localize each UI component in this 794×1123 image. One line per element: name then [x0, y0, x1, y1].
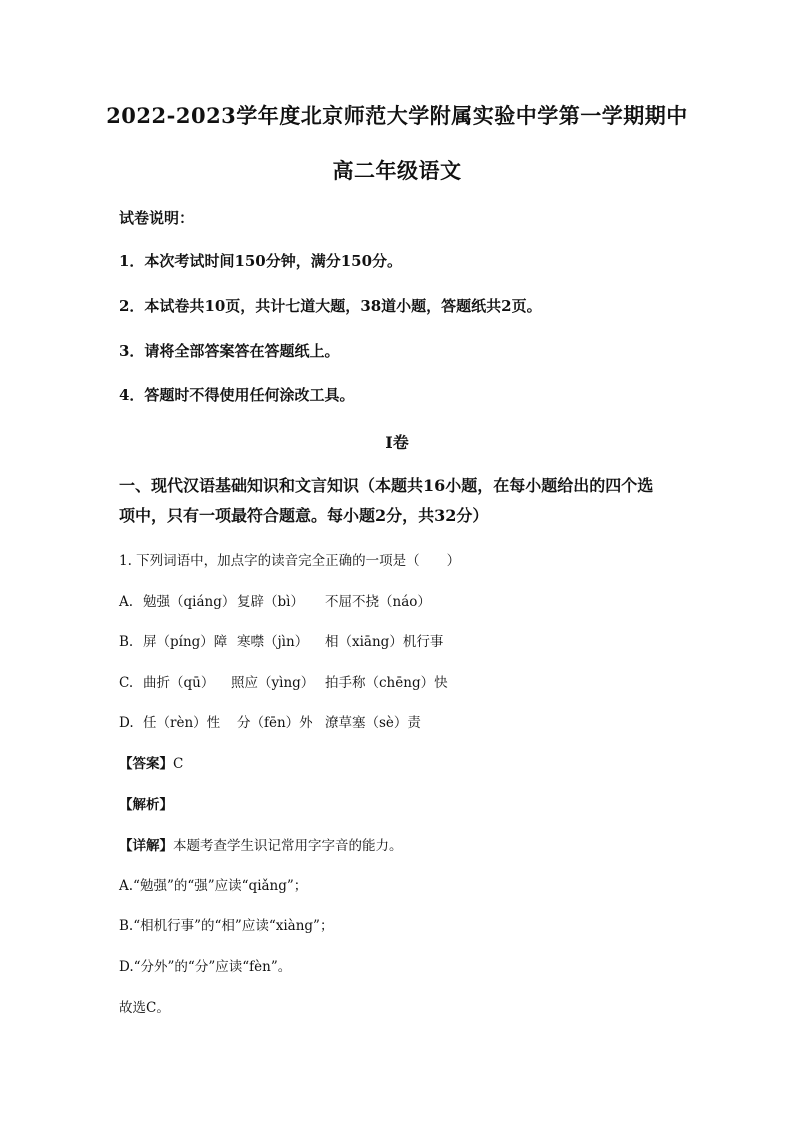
answer-tag: 【答案】	[119, 756, 173, 772]
option-part: 分（fēn）外	[237, 715, 313, 731]
option-part: 寒噤（jìn）	[237, 634, 309, 650]
question1-detail	[119, 834, 403, 854]
question1-answer	[119, 752, 183, 772]
question1-option-d	[119, 711, 421, 731]
question1-option-a	[119, 590, 431, 610]
instruction-item-3: 3．请将全部答案答在答题纸上。	[119, 342, 340, 360]
document-title-line2: 高二年级语文	[332, 158, 462, 183]
explanation-b: B.“相机行事”的“相”应读“xiàng”；	[119, 918, 334, 934]
option-part: 不屈不挠（náo）	[325, 594, 431, 610]
option-part: 复辟（bì）	[237, 594, 304, 610]
explanation-d: D.“分外”的“分”应读“fèn”。	[119, 959, 292, 975]
document-title-line1: 2022-2023学年度北京师范大学附属实验中学第一学期期中	[106, 103, 688, 128]
option-label: A.	[119, 594, 134, 610]
instruction-item-1: 1．本次考试时间150分钟，满分150分。	[119, 252, 403, 270]
option-label: C.	[119, 675, 134, 691]
option-part: 相（xiāng）机行事	[325, 634, 444, 650]
option-part: 照应（yìng）	[231, 675, 315, 691]
question1-option-c	[119, 671, 448, 691]
section1-heading-line1: 一、现代汉语基础知识和文言知识（本题共16小题，在每小题给出的四个选	[119, 476, 654, 495]
answer-value: C	[173, 756, 184, 772]
option-part: 拍手称（chēng）快	[325, 675, 448, 691]
option-part: 潦草塞（sè）责	[325, 715, 421, 731]
option-part: 屏（píng）障	[143, 634, 228, 650]
instructions-heading: 试卷说明：	[119, 209, 195, 227]
option-part: 任（rèn）性	[143, 715, 221, 731]
option-label: B.	[119, 634, 134, 650]
instruction-item-2: 2．本试卷共10页，共计七道大题，38道小题，答题纸共2页。	[119, 297, 542, 315]
option-part: 勉强（qiáng）	[143, 594, 236, 610]
analysis-tag: 【解析】	[119, 797, 173, 813]
question1-conclusion: 故选C。	[119, 1000, 170, 1016]
part-label: I卷	[385, 433, 409, 452]
detail-text: 本题考查学生识记常用字字音的能力。	[173, 838, 403, 854]
option-label: D.	[119, 715, 134, 731]
explanation-a: A.“勉强”的“强”应读“qiǎng”；	[119, 878, 308, 894]
question1-option-b	[119, 630, 443, 650]
option-part: 曲折（qū）	[143, 675, 215, 691]
detail-tag: 【详解】	[119, 838, 173, 854]
question1-stem: 1. 下列词语中，加点字的读音完全正确的一项是（ ）	[119, 553, 461, 569]
instruction-item-4: 4．答题时不得使用任何涂改工具。	[119, 386, 355, 404]
section1-heading-line2: 项中，只有一项最符合题意。每小题2分，共32分）	[119, 506, 489, 525]
